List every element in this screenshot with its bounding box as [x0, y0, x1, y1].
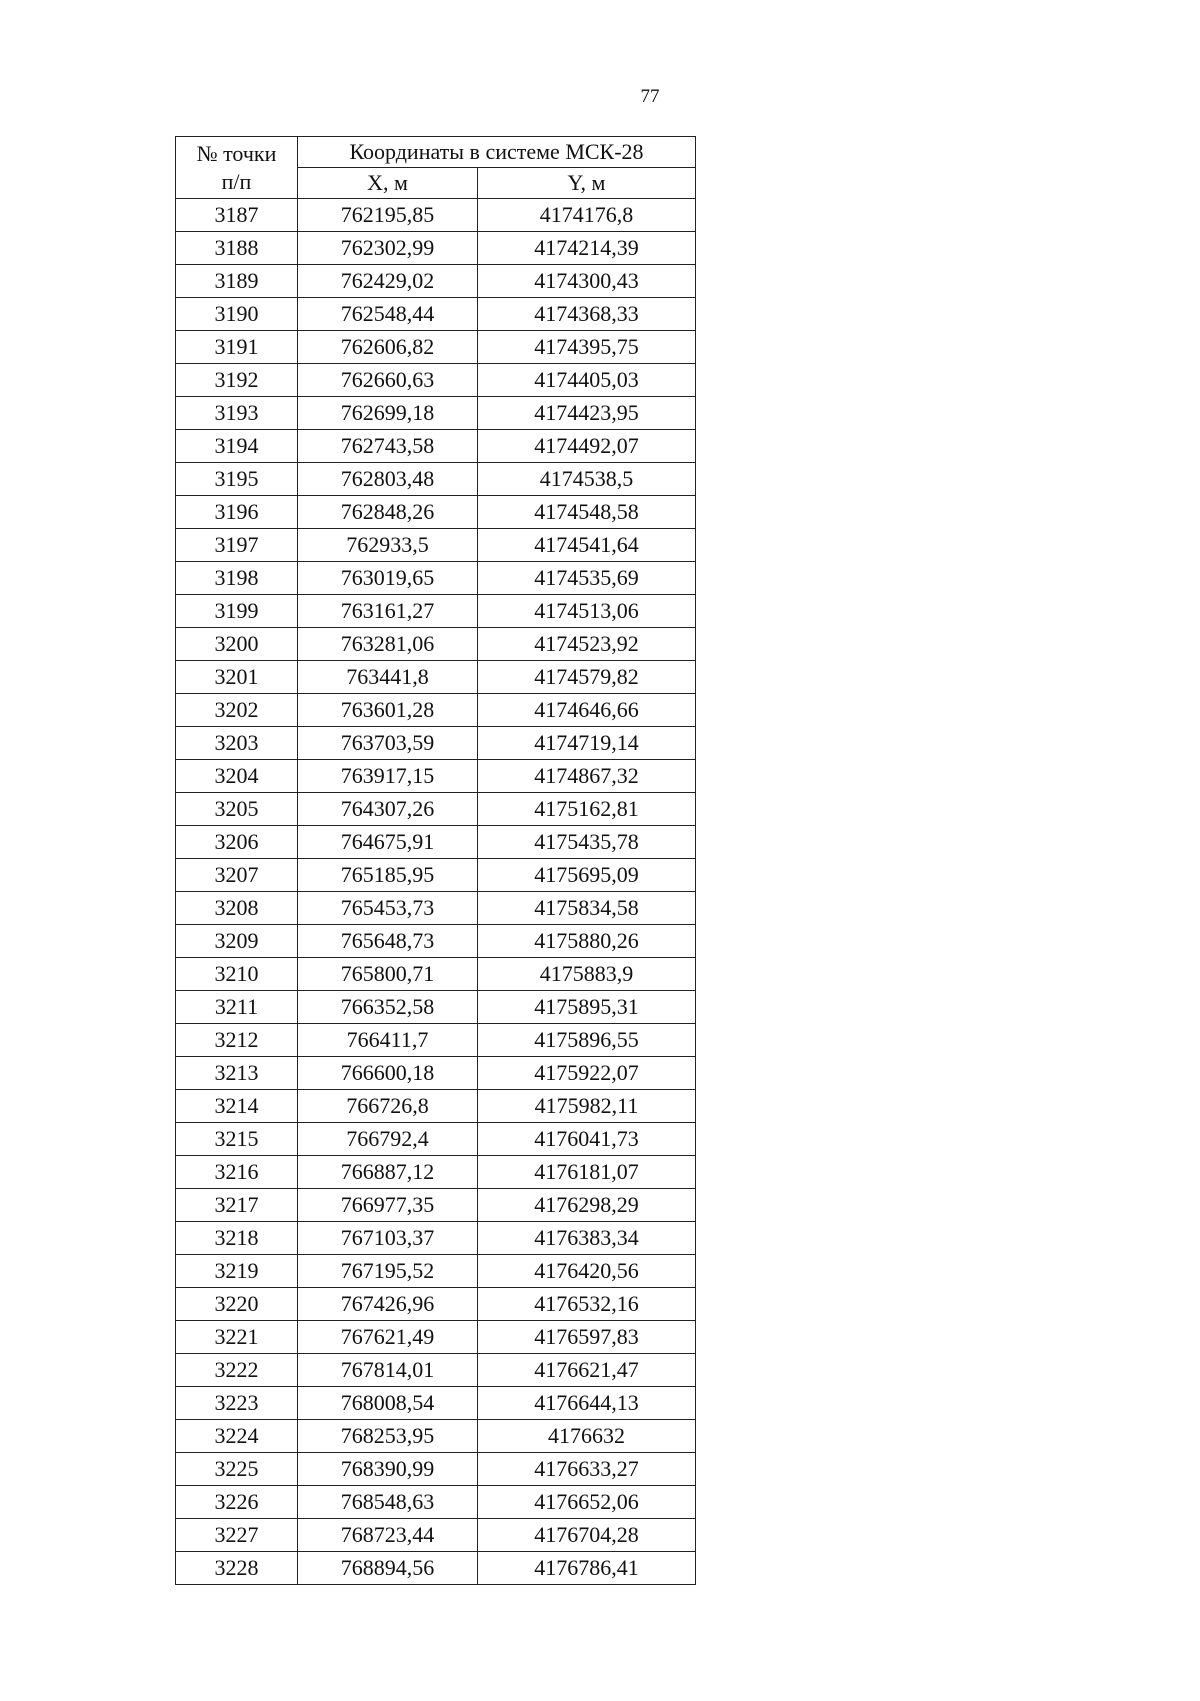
point-number-cell: 3189 — [176, 265, 298, 298]
point-number-cell: 3224 — [176, 1420, 298, 1453]
point-number-cell: 3187 — [176, 199, 298, 232]
y-coordinate-cell: 4176181,07 — [478, 1156, 696, 1189]
x-coordinate-cell: 763441,8 — [298, 661, 478, 694]
point-number-header-line1: № точки — [196, 141, 277, 166]
table-row — [176, 1486, 696, 1519]
point-number-cell: 3223 — [176, 1387, 298, 1420]
table-row — [176, 1090, 696, 1123]
point-number-cell: 3204 — [176, 760, 298, 793]
point-number-cell: 3195 — [176, 463, 298, 496]
point-number-cell: 3211 — [176, 991, 298, 1024]
table-row — [176, 232, 696, 265]
point-number-cell: 3192 — [176, 364, 298, 397]
x-coordinate-cell: 768723,44 — [298, 1519, 478, 1552]
y-coordinate-cell: 4176704,28 — [478, 1519, 696, 1552]
point-number-cell: 3213 — [176, 1057, 298, 1090]
x-coordinate-cell: 764307,26 — [298, 793, 478, 826]
y-coordinate-cell: 4175922,07 — [478, 1057, 696, 1090]
y-coordinate-cell: 4174395,75 — [478, 331, 696, 364]
x-coordinate-cell: 766792,4 — [298, 1123, 478, 1156]
point-number-cell: 3205 — [176, 793, 298, 826]
table-row — [176, 991, 696, 1024]
point-number-cell: 3190 — [176, 298, 298, 331]
point-number-cell: 3208 — [176, 892, 298, 925]
table-row — [176, 430, 696, 463]
table-row — [176, 892, 696, 925]
x-coordinate-cell: 767195,52 — [298, 1255, 478, 1288]
y-coordinate-cell: 4174523,92 — [478, 628, 696, 661]
x-coordinate-cell: 763281,06 — [298, 628, 478, 661]
x-coordinate-cell: 762660,63 — [298, 364, 478, 397]
y-coordinate-cell: 4176383,34 — [478, 1222, 696, 1255]
x-coordinate-cell: 762933,5 — [298, 529, 478, 562]
x-coordinate-cell: 762302,99 — [298, 232, 478, 265]
x-coordinate-cell: 768548,63 — [298, 1486, 478, 1519]
y-coordinate-cell: 4175982,11 — [478, 1090, 696, 1123]
y-coordinate-cell: 4175895,31 — [478, 991, 696, 1024]
y-coordinate-cell: 4175880,26 — [478, 925, 696, 958]
point-number-cell: 3193 — [176, 397, 298, 430]
table-row — [176, 1024, 696, 1057]
y-coordinate-cell: 4174646,66 — [478, 694, 696, 727]
point-number-cell: 3220 — [176, 1288, 298, 1321]
table-row — [176, 661, 696, 694]
y-coordinate-cell: 4176632 — [478, 1420, 696, 1453]
x-coordinate-cell: 768008,54 — [298, 1387, 478, 1420]
table-row — [176, 1354, 696, 1387]
table-row — [176, 562, 696, 595]
x-coordinate-cell: 768390,99 — [298, 1453, 478, 1486]
point-number-cell: 3201 — [176, 661, 298, 694]
table-row — [176, 925, 696, 958]
y-coordinate-cell: 4174405,03 — [478, 364, 696, 397]
table-row — [176, 364, 696, 397]
x-coordinate-cell: 767103,37 — [298, 1222, 478, 1255]
table-row — [176, 1123, 696, 1156]
table-row — [176, 727, 696, 760]
table-row — [176, 826, 696, 859]
point-number-cell: 3194 — [176, 430, 298, 463]
table-row — [176, 1288, 696, 1321]
x-coordinate-cell: 765185,95 — [298, 859, 478, 892]
table-row — [176, 1057, 696, 1090]
point-number-cell: 3219 — [176, 1255, 298, 1288]
x-coordinate-cell: 766887,12 — [298, 1156, 478, 1189]
point-number-cell: 3221 — [176, 1321, 298, 1354]
x-coordinate-cell: 766352,58 — [298, 991, 478, 1024]
table-row — [176, 496, 696, 529]
point-number-cell: 3188 — [176, 232, 298, 265]
x-coordinate-cell: 762699,18 — [298, 397, 478, 430]
table-row — [176, 628, 696, 661]
x-coordinate-cell: 763917,15 — [298, 760, 478, 793]
table-row — [176, 958, 696, 991]
x-coordinate-cell: 767426,96 — [298, 1288, 478, 1321]
y-coordinate-cell: 4175435,78 — [478, 826, 696, 859]
table-row — [176, 265, 696, 298]
y-coordinate-cell: 4175162,81 — [478, 793, 696, 826]
x-coordinate-cell: 763601,28 — [298, 694, 478, 727]
table-row — [176, 793, 696, 826]
x-coordinate-cell: 762548,44 — [298, 298, 478, 331]
y-coordinate-cell: 4176652,06 — [478, 1486, 696, 1519]
y-coordinate-cell: 4176041,73 — [478, 1123, 696, 1156]
table-row — [176, 595, 696, 628]
point-number-cell: 3214 — [176, 1090, 298, 1123]
x-coordinate-cell: 762848,26 — [298, 496, 478, 529]
point-number-cell: 3203 — [176, 727, 298, 760]
x-coordinate-cell: 765648,73 — [298, 925, 478, 958]
table-row — [176, 1222, 696, 1255]
y-coordinate-cell: 4174535,69 — [478, 562, 696, 595]
y-coordinate-cell: 4175896,55 — [478, 1024, 696, 1057]
table-header — [176, 137, 696, 199]
y-coordinate-cell: 4174579,82 — [478, 661, 696, 694]
point-number-cell: 3225 — [176, 1453, 298, 1486]
table-row — [176, 1189, 696, 1222]
table-row — [176, 760, 696, 793]
y-coordinate-cell: 4174867,32 — [478, 760, 696, 793]
point-number-cell: 3198 — [176, 562, 298, 595]
point-number-cell: 3227 — [176, 1519, 298, 1552]
table-row — [176, 199, 696, 232]
table-row — [176, 1519, 696, 1552]
point-number-cell: 3228 — [176, 1552, 298, 1585]
y-coordinate-cell: 4174548,58 — [478, 496, 696, 529]
coordinates-table — [175, 136, 696, 1585]
point-number-cell: 3191 — [176, 331, 298, 364]
y-coordinate-cell: 4175695,09 — [478, 859, 696, 892]
coordinates-system-header: Координаты в системе МСК-28 — [298, 137, 696, 168]
y-coordinate-cell: 4176633,27 — [478, 1453, 696, 1486]
point-number-cell: 3210 — [176, 958, 298, 991]
y-coordinate-cell: 4174423,95 — [478, 397, 696, 430]
table-row — [176, 298, 696, 331]
point-number-cell: 3202 — [176, 694, 298, 727]
table-row — [176, 331, 696, 364]
table-row — [176, 1156, 696, 1189]
y-coordinate-cell: 4175834,58 — [478, 892, 696, 925]
x-coordinate-cell: 763019,65 — [298, 562, 478, 595]
table-row — [176, 529, 696, 562]
y-coordinate-cell: 4176644,13 — [478, 1387, 696, 1420]
x-coordinate-cell: 762606,82 — [298, 331, 478, 364]
x-coordinate-cell: 766600,18 — [298, 1057, 478, 1090]
x-coordinate-cell: 766726,8 — [298, 1090, 478, 1123]
y-coordinate-cell: 4174719,14 — [478, 727, 696, 760]
x-coordinate-cell: 762429,02 — [298, 265, 478, 298]
x-coordinate-cell: 762195,85 — [298, 199, 478, 232]
point-number-cell: 3199 — [176, 595, 298, 628]
x-coordinate-cell: 765800,71 — [298, 958, 478, 991]
point-number-cell: 3206 — [176, 826, 298, 859]
point-number-cell: 3200 — [176, 628, 298, 661]
table-row — [176, 694, 696, 727]
y-coordinate-cell: 4176420,56 — [478, 1255, 696, 1288]
point-number-cell: 3217 — [176, 1189, 298, 1222]
x-coordinate-cell: 768894,56 — [298, 1552, 478, 1585]
x-coordinate-cell: 762743,58 — [298, 430, 478, 463]
point-number-cell: 3218 — [176, 1222, 298, 1255]
y-coordinate-cell: 4174176,8 — [478, 199, 696, 232]
point-number-header-line2: п/п — [221, 168, 252, 194]
y-column-header: Y, м — [478, 168, 696, 199]
y-coordinate-cell: 4174492,07 — [478, 430, 696, 463]
x-column-header: X, м — [298, 168, 478, 199]
y-coordinate-cell: 4174368,33 — [478, 298, 696, 331]
point-number-cell: 3212 — [176, 1024, 298, 1057]
point-number-cell: 3207 — [176, 859, 298, 892]
table-row — [176, 1321, 696, 1354]
y-coordinate-cell: 4176621,47 — [478, 1354, 696, 1387]
y-coordinate-cell: 4176597,83 — [478, 1321, 696, 1354]
x-coordinate-cell: 765453,73 — [298, 892, 478, 925]
x-coordinate-cell: 766977,35 — [298, 1189, 478, 1222]
point-number-cell: 3197 — [176, 529, 298, 562]
x-coordinate-cell: 767814,01 — [298, 1354, 478, 1387]
x-coordinate-cell: 763703,59 — [298, 727, 478, 760]
point-number-cell: 3216 — [176, 1156, 298, 1189]
x-coordinate-cell: 768253,95 — [298, 1420, 478, 1453]
table-row — [176, 1255, 696, 1288]
x-coordinate-cell: 764675,91 — [298, 826, 478, 859]
y-coordinate-cell: 4174538,5 — [478, 463, 696, 496]
point-number-cell: 3196 — [176, 496, 298, 529]
table-row — [176, 397, 696, 430]
y-coordinate-cell: 4176298,29 — [478, 1189, 696, 1222]
point-number-cell: 3222 — [176, 1354, 298, 1387]
point-number-cell: 3215 — [176, 1123, 298, 1156]
y-coordinate-cell: 4176532,16 — [478, 1288, 696, 1321]
table-row — [176, 463, 696, 496]
x-coordinate-cell: 766411,7 — [298, 1024, 478, 1057]
y-coordinate-cell: 4176786,41 — [478, 1552, 696, 1585]
y-coordinate-cell: 4174214,39 — [478, 232, 696, 265]
x-coordinate-cell: 767621,49 — [298, 1321, 478, 1354]
y-coordinate-cell: 4175883,9 — [478, 958, 696, 991]
point-number-cell: 3209 — [176, 925, 298, 958]
point-number-cell: 3226 — [176, 1486, 298, 1519]
table-row — [176, 1552, 696, 1585]
table-row — [176, 1387, 696, 1420]
table-row — [176, 859, 696, 892]
y-coordinate-cell: 4174513,06 — [478, 595, 696, 628]
y-coordinate-cell: 4174541,64 — [478, 529, 696, 562]
x-coordinate-cell: 763161,27 — [298, 595, 478, 628]
y-coordinate-cell: 4174300,43 — [478, 265, 696, 298]
table-row — [176, 1420, 696, 1453]
point-number-header — [176, 137, 298, 199]
page-number: 77 — [640, 86, 660, 107]
x-coordinate-cell: 762803,48 — [298, 463, 478, 496]
table-body — [176, 199, 696, 1585]
table-row — [176, 1453, 696, 1486]
